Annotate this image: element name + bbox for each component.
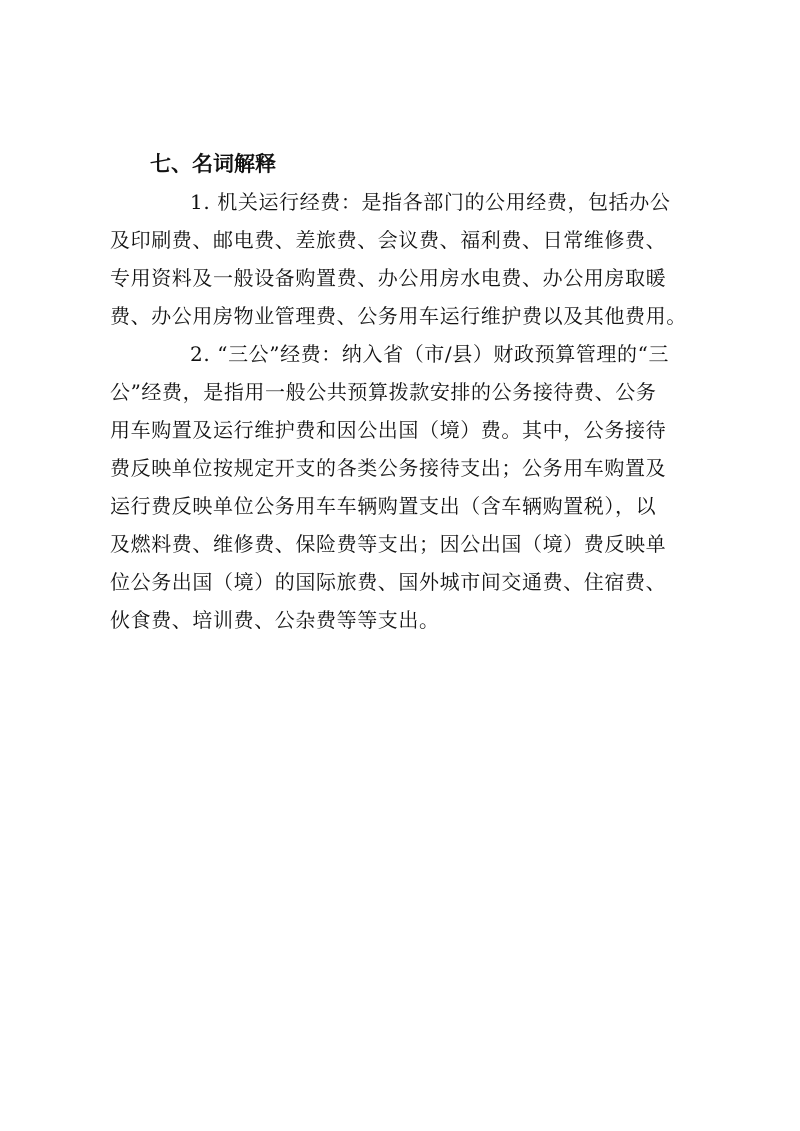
section-heading: 七、名词解释: [150, 152, 276, 176]
paragraph-line: 及印刷费、邮电费、差旅费、会议费、福利费、日常维修费、: [110, 228, 667, 252]
paragraph-line: 公”经费，是指用一般公共预算拨款安排的公务接待费、公务: [110, 380, 657, 404]
definition-paragraph-1: [110, 183, 695, 335]
document-body: [110, 145, 695, 639]
paragraph-line: 2. “三公”经费：纳入省（市/县）财政预算管理的“三: [190, 342, 670, 366]
definition-paragraph-2: [110, 335, 695, 639]
paragraph-line: 费反映单位按规定开支的各类公务接待支出；公务用车购置及: [110, 456, 667, 480]
paragraph-line: 用车购置及运行维护费和因公出国（境）费。其中，公务接待: [110, 418, 667, 442]
paragraph-line: 费、办公用房物业管理费、公务用车运行维护费以及其他费用。: [110, 304, 687, 328]
paragraph-line: 1. 机关运行经费：是指各部门的公用经费，包括办公: [190, 190, 671, 214]
paragraph-line: 伙食费、培训费、公杂费等等支出。: [110, 608, 440, 632]
paragraph-line: 及燃料费、维修费、保险费等支出；因公出国（境）费反映单: [110, 532, 667, 556]
paragraph-line: 位公务出国（境）的国际旅费、国外城市间交通费、住宿费、: [110, 570, 667, 594]
paragraph-line: 运行费反映单位公务用车车辆购置支出（含车辆购置税），以: [110, 494, 657, 518]
paragraph-line: 专用资料及一般设备购置费、办公用房水电费、办公用房取暖: [110, 266, 667, 290]
